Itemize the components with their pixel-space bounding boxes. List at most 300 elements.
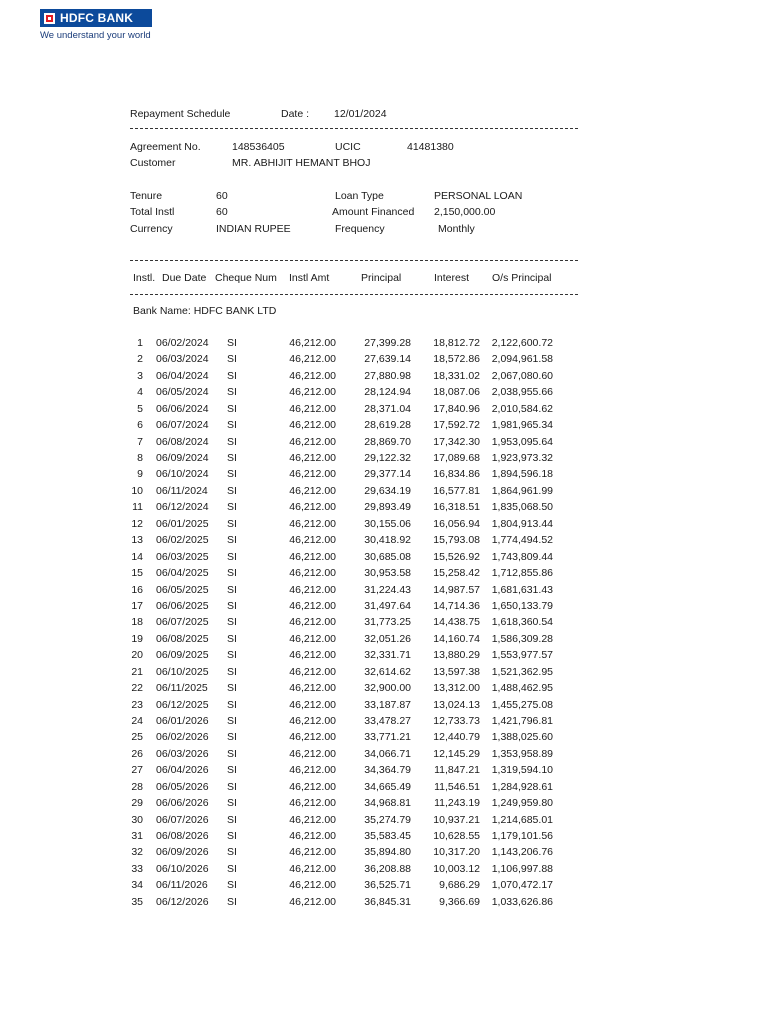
logo-text: HDFC BANK — [60, 11, 134, 25]
cell-os-principal: 1,106,997.88 — [491, 862, 553, 875]
cell-due-date: 06/04/2024 — [156, 369, 209, 382]
cell-instl-amt: 46,212.00 — [289, 895, 336, 908]
cell-cheque-num: SI — [227, 337, 237, 349]
cell-principal: 34,364.79 — [364, 764, 411, 777]
cell-principal: 36,208.88 — [364, 862, 411, 875]
amount-financed-value: 2,150,000.00 — [434, 206, 496, 218]
cell-interest: 12,145.29 — [433, 747, 480, 760]
cell-interest: 17,840.96 — [433, 402, 480, 415]
cell-os-principal: 1,214,685.01 — [491, 813, 553, 826]
cell-os-principal: 2,094,961.58 — [491, 353, 553, 366]
table-row — [0, 764, 768, 780]
cell-instl: 5 — [137, 402, 143, 415]
cell-instl: 32 — [131, 846, 143, 859]
divider — [130, 128, 578, 129]
cell-principal: 35,274.79 — [364, 813, 411, 826]
cell-os-principal: 1,953,095.64 — [491, 435, 553, 448]
cell-due-date: 06/09/2026 — [156, 846, 209, 859]
cell-instl: 6 — [137, 419, 143, 432]
total-instl-label: Total Instl — [130, 206, 175, 218]
cell-instl-amt: 46,212.00 — [289, 780, 336, 793]
table-row — [0, 501, 768, 517]
cell-cheque-num: SI — [227, 665, 237, 678]
cell-instl-amt: 46,212.00 — [289, 468, 336, 481]
table-row — [0, 468, 768, 484]
cell-instl: 7 — [137, 435, 143, 448]
cell-due-date: 06/03/2024 — [156, 353, 209, 366]
cell-due-date: 06/02/2025 — [156, 534, 209, 547]
cell-interest: 12,733.73 — [433, 714, 480, 727]
cell-interest: 10,937.21 — [433, 813, 480, 826]
cell-principal: 34,665.49 — [364, 780, 411, 793]
cell-due-date: 06/06/2026 — [156, 797, 209, 809]
cell-instl-amt: 46,212.00 — [289, 649, 336, 662]
cell-os-principal: 1,455,275.08 — [491, 698, 553, 711]
cell-interest: 15,526.92 — [433, 550, 480, 563]
cell-instl: 21 — [131, 665, 143, 678]
cell-instl-amt: 46,212.00 — [289, 862, 336, 875]
cell-interest: 10,628.55 — [433, 829, 480, 842]
table-row — [0, 649, 768, 665]
cell-instl-amt: 46,212.00 — [289, 402, 336, 415]
cell-cheque-num: SI — [227, 468, 237, 481]
cell-cheque-num: SI — [227, 484, 237, 497]
table-row — [0, 551, 768, 567]
cell-due-date: 06/11/2024 — [156, 484, 208, 497]
cell-os-principal: 1,981,965.34 — [491, 419, 553, 432]
cell-interest: 13,880.29 — [433, 649, 480, 662]
cell-due-date: 06/05/2026 — [156, 780, 209, 793]
cell-instl: 28 — [131, 780, 143, 793]
cell-os-principal: 1,284,928.61 — [491, 780, 553, 793]
cell-instl: 35 — [131, 895, 143, 908]
cell-interest: 13,024.13 — [433, 698, 480, 711]
table-row — [0, 370, 768, 386]
cell-principal: 32,331.71 — [364, 649, 411, 662]
cell-instl: 17 — [131, 599, 143, 612]
cell-interest: 16,834.86 — [433, 468, 480, 481]
cell-cheque-num: SI — [227, 632, 237, 645]
divider — [130, 294, 578, 295]
table-row — [0, 863, 768, 879]
cell-instl-amt: 46,212.00 — [289, 714, 336, 727]
cell-interest: 17,342.30 — [433, 435, 480, 448]
cell-due-date: 06/01/2026 — [156, 714, 209, 727]
cell-instl: 31 — [131, 829, 143, 842]
cell-instl-amt: 46,212.00 — [289, 484, 336, 497]
cell-instl: 15 — [131, 567, 143, 579]
cell-instl: 9 — [137, 468, 143, 481]
cell-instl: 8 — [137, 452, 143, 464]
frequency-value: Monthly — [438, 223, 475, 235]
cell-principal: 28,124.94 — [364, 386, 411, 399]
cell-instl: 13 — [131, 534, 143, 547]
cell-instl-amt: 46,212.00 — [289, 632, 336, 645]
hdfc-logo — [40, 9, 152, 41]
cell-interest: 13,312.00 — [433, 682, 480, 694]
cell-due-date: 06/07/2025 — [156, 616, 209, 629]
table-row — [0, 715, 768, 731]
cell-instl-amt: 46,212.00 — [289, 567, 336, 579]
cell-os-principal: 1,319,594.10 — [491, 764, 553, 777]
cell-instl-amt: 46,212.00 — [289, 534, 336, 547]
cell-os-principal: 1,070,472.17 — [491, 879, 553, 892]
cell-cheque-num: SI — [227, 550, 237, 563]
cell-instl-amt: 46,212.00 — [289, 599, 336, 612]
cell-principal: 29,122.32 — [364, 452, 411, 464]
cell-interest: 18,087.06 — [433, 386, 480, 399]
tenure-label: Tenure — [130, 190, 163, 202]
cell-cheque-num: SI — [227, 698, 237, 711]
cell-due-date: 06/10/2024 — [156, 468, 209, 481]
cell-instl-amt: 46,212.00 — [289, 386, 336, 399]
cell-instl: 29 — [131, 797, 143, 809]
cell-interest: 18,572.86 — [433, 353, 480, 366]
cell-instl-amt: 46,212.00 — [289, 452, 336, 464]
cell-cheque-num: SI — [227, 862, 237, 875]
currency-value: INDIAN RUPEE — [216, 223, 291, 235]
cell-cheque-num: SI — [227, 452, 237, 464]
cell-due-date: 06/07/2024 — [156, 419, 209, 432]
cell-cheque-num: SI — [227, 616, 237, 629]
cell-due-date: 06/10/2026 — [156, 862, 209, 875]
cell-due-date: 06/10/2025 — [156, 665, 209, 678]
table-row — [0, 699, 768, 715]
bank-name: Bank Name: HDFC BANK LTD — [133, 305, 277, 317]
table-row — [0, 386, 768, 402]
col-principal: Principal — [361, 272, 402, 284]
amount-financed-label: Amount Financed — [332, 206, 415, 218]
date-label: Date : — [281, 108, 310, 120]
cell-cheque-num: SI — [227, 419, 237, 432]
cell-due-date: 06/08/2026 — [156, 829, 209, 842]
tenure-value: 60 — [216, 190, 228, 202]
cell-due-date: 06/02/2026 — [156, 731, 209, 744]
cell-cheque-num: SI — [227, 879, 237, 892]
cell-instl-amt: 46,212.00 — [289, 731, 336, 744]
cell-interest: 16,056.94 — [433, 517, 480, 530]
cell-instl-amt: 46,212.00 — [289, 419, 336, 432]
cell-principal: 34,968.81 — [364, 797, 411, 809]
cell-instl-amt: 46,212.00 — [289, 353, 336, 366]
cell-os-principal: 1,421,796.81 — [491, 714, 553, 727]
cell-interest: 16,577.81 — [433, 484, 480, 497]
cell-principal: 30,953.58 — [364, 567, 411, 579]
cell-instl: 4 — [137, 386, 143, 399]
cell-cheque-num: SI — [227, 846, 237, 859]
cell-principal: 32,051.26 — [364, 632, 411, 645]
cell-interest: 18,812.72 — [433, 337, 480, 349]
cell-os-principal: 1,553,977.57 — [491, 649, 553, 662]
table-row — [0, 353, 768, 369]
cell-due-date: 06/04/2025 — [156, 567, 209, 579]
cell-instl-amt: 46,212.00 — [289, 517, 336, 530]
cell-os-principal: 1,923,973.32 — [491, 452, 553, 464]
cell-instl: 19 — [131, 632, 143, 645]
loan-type-label: Loan Type — [335, 190, 384, 202]
cell-interest: 15,258.42 — [433, 567, 480, 579]
cell-os-principal: 1,894,596.18 — [491, 468, 553, 481]
cell-principal: 32,900.00 — [364, 682, 411, 694]
divider — [130, 260, 578, 261]
cell-instl: 12 — [131, 517, 143, 530]
table-row — [0, 830, 768, 846]
currency-label: Currency — [130, 223, 173, 235]
cell-instl: 23 — [131, 698, 143, 711]
cell-os-principal: 1,586,309.28 — [491, 632, 553, 645]
col-os-principal: O/s Principal — [492, 272, 552, 284]
cell-os-principal: 1,143,206.76 — [491, 846, 553, 859]
cell-os-principal: 2,067,080.60 — [491, 369, 553, 382]
cell-os-principal: 1,388,025.60 — [491, 731, 553, 744]
cell-interest: 14,160.74 — [433, 632, 480, 645]
table-row — [0, 567, 768, 583]
cell-instl-amt: 46,212.00 — [289, 583, 336, 596]
cell-os-principal: 2,038,955.66 — [491, 386, 553, 399]
cell-cheque-num: SI — [227, 599, 237, 612]
cell-cheque-num: SI — [227, 649, 237, 662]
table-row — [0, 748, 768, 764]
cell-instl: 27 — [131, 764, 143, 777]
cell-os-principal: 2,010,584.62 — [491, 402, 553, 415]
table-row — [0, 666, 768, 682]
customer-value: MR. ABHIJIT HEMANT BHOJ — [232, 157, 371, 169]
loan-type-value: PERSONAL LOAN — [434, 190, 523, 202]
cell-due-date: 06/08/2025 — [156, 632, 209, 645]
cell-cheque-num: SI — [227, 517, 237, 530]
cell-principal: 34,066.71 — [364, 747, 411, 760]
table-row — [0, 485, 768, 501]
cell-due-date: 06/11/2026 — [156, 879, 208, 892]
cell-cheque-num: SI — [227, 369, 237, 382]
cell-principal: 33,187.87 — [364, 698, 411, 711]
cell-instl: 18 — [131, 616, 143, 629]
frequency-label: Frequency — [335, 223, 385, 235]
cell-interest: 16,318.51 — [433, 501, 480, 514]
date-value: 12/01/2024 — [334, 108, 387, 120]
cell-principal: 33,478.27 — [364, 714, 411, 727]
col-instl-amt: Instl Amt — [289, 272, 330, 284]
cell-interest: 11,243.19 — [434, 797, 480, 809]
cell-os-principal: 1,864,961.99 — [491, 484, 553, 497]
table-row — [0, 731, 768, 747]
cell-interest: 11,847.21 — [434, 764, 480, 777]
cell-interest: 10,003.12 — [433, 862, 480, 875]
cell-cheque-num: SI — [227, 764, 237, 777]
cell-instl-amt: 46,212.00 — [289, 747, 336, 760]
cell-due-date: 06/03/2026 — [156, 747, 209, 760]
cell-instl-amt: 46,212.00 — [289, 665, 336, 678]
col-cheque-num: Cheque Num — [215, 272, 277, 284]
cell-instl: 3 — [137, 369, 143, 382]
table-row — [0, 781, 768, 797]
table-row — [0, 682, 768, 698]
cell-due-date: 06/02/2024 — [156, 337, 209, 349]
cell-interest: 9,686.29 — [439, 879, 480, 892]
cell-instl-amt: 46,212.00 — [289, 616, 336, 629]
cell-instl-amt: 46,212.00 — [289, 369, 336, 382]
cell-principal: 30,418.92 — [364, 534, 411, 547]
cell-cheque-num: SI — [227, 895, 237, 908]
table-row — [0, 518, 768, 534]
cell-principal: 36,525.71 — [364, 879, 411, 892]
table-row — [0, 436, 768, 452]
cell-os-principal: 1,743,809.44 — [491, 550, 553, 563]
cell-interest: 10,317.20 — [433, 846, 480, 859]
cell-cheque-num: SI — [227, 813, 237, 826]
cell-os-principal: 1,804,913.44 — [491, 517, 553, 530]
cell-instl: 20 — [131, 649, 143, 662]
cell-instl: 10 — [131, 484, 143, 497]
cell-interest: 9,366.69 — [439, 895, 480, 908]
cell-principal: 35,583.45 — [364, 829, 411, 842]
customer-label: Customer — [130, 157, 176, 169]
cell-due-date: 06/04/2026 — [156, 764, 209, 777]
cell-instl: 34 — [131, 879, 143, 892]
hdfc-mark-icon — [44, 13, 55, 24]
cell-instl: 1 — [137, 337, 143, 349]
cell-instl: 25 — [131, 731, 143, 744]
table-row — [0, 419, 768, 435]
cell-instl-amt: 46,212.00 — [289, 797, 336, 809]
cell-due-date: 06/01/2025 — [156, 517, 209, 530]
cell-os-principal: 1,835,068.50 — [491, 501, 553, 514]
table-row — [0, 452, 768, 468]
cell-cheque-num: SI — [227, 682, 237, 694]
cell-os-principal: 1,249,959.80 — [491, 797, 553, 809]
cell-cheque-num: SI — [227, 747, 237, 760]
cell-instl: 16 — [131, 583, 143, 596]
cell-cheque-num: SI — [227, 402, 237, 415]
cell-due-date: 06/06/2025 — [156, 599, 209, 612]
cell-interest: 14,438.75 — [433, 616, 480, 629]
cell-cheque-num: SI — [227, 731, 237, 744]
cell-principal: 28,869.70 — [364, 435, 411, 448]
cell-interest: 14,714.36 — [433, 599, 480, 612]
table-row — [0, 616, 768, 632]
cell-principal: 30,155.06 — [364, 517, 411, 530]
cell-cheque-num: SI — [227, 534, 237, 547]
table-row — [0, 403, 768, 419]
cell-os-principal: 1,488,462.95 — [491, 682, 553, 694]
cell-interest: 15,793.08 — [433, 534, 480, 547]
tagline: We understand your world — [40, 30, 151, 41]
table-row — [0, 846, 768, 862]
cell-instl-amt: 46,212.00 — [289, 337, 336, 349]
col-interest: Interest — [434, 272, 470, 284]
cell-cheque-num: SI — [227, 797, 237, 809]
cell-os-principal: 1,521,362.95 — [491, 665, 553, 678]
cell-principal: 31,497.64 — [364, 599, 411, 612]
cell-cheque-num: SI — [227, 501, 237, 514]
cell-instl-amt: 46,212.00 — [289, 435, 336, 448]
agreement-value: 148536405 — [232, 141, 285, 153]
cell-instl-amt: 46,212.00 — [289, 550, 336, 563]
cell-os-principal: 1,353,958.89 — [491, 747, 553, 760]
table-row — [0, 633, 768, 649]
table-row — [0, 814, 768, 830]
table-row — [0, 337, 768, 353]
cell-principal: 28,371.04 — [364, 402, 411, 415]
cell-due-date: 06/03/2025 — [156, 550, 209, 563]
cell-instl: 33 — [131, 862, 143, 875]
cell-instl: 2 — [137, 353, 143, 366]
ucic-label: UCIC — [335, 141, 361, 153]
cell-interest: 17,592.72 — [433, 419, 480, 432]
cell-interest: 12,440.79 — [433, 731, 480, 744]
cell-instl: 11 — [132, 501, 143, 514]
cell-instl-amt: 46,212.00 — [289, 764, 336, 777]
cell-cheque-num: SI — [227, 780, 237, 793]
cell-cheque-num: SI — [227, 386, 237, 399]
cell-due-date: 06/12/2024 — [156, 501, 209, 514]
cell-due-date: 06/05/2025 — [156, 583, 209, 596]
cell-os-principal: 1,650,133.79 — [491, 599, 553, 612]
cell-principal: 32,614.62 — [364, 665, 411, 678]
cell-interest: 11,546.51 — [434, 780, 480, 793]
cell-due-date: 06/12/2026 — [156, 895, 209, 908]
cell-principal: 29,634.19 — [364, 484, 411, 497]
cell-interest: 14,987.57 — [433, 583, 480, 596]
cell-instl: 26 — [131, 747, 143, 760]
cell-principal: 35,894.80 — [364, 846, 411, 859]
cell-os-principal: 2,122,600.72 — [491, 337, 553, 349]
table-row — [0, 534, 768, 550]
cell-interest: 17,089.68 — [433, 452, 480, 464]
cell-due-date: 06/09/2025 — [156, 649, 209, 662]
cell-instl-amt: 46,212.00 — [289, 501, 336, 514]
cell-instl: 30 — [131, 813, 143, 826]
cell-os-principal: 1,774,494.52 — [491, 534, 553, 547]
cell-cheque-num: SI — [227, 567, 237, 579]
cell-cheque-num: SI — [227, 353, 237, 366]
cell-instl-amt: 46,212.00 — [289, 829, 336, 842]
cell-principal: 36,845.31 — [364, 895, 411, 908]
cell-os-principal: 1,033,626.86 — [491, 895, 553, 908]
table-row — [0, 797, 768, 813]
page-title: Repayment Schedule — [130, 108, 231, 120]
cell-instl: 14 — [131, 550, 143, 563]
table-row — [0, 584, 768, 600]
table-row — [0, 879, 768, 895]
table-row — [0, 896, 768, 912]
ucic-value: 41481380 — [407, 141, 454, 153]
cell-os-principal: 1,618,360.54 — [491, 616, 553, 629]
cell-principal: 29,377.14 — [364, 468, 411, 481]
cell-principal: 31,773.25 — [364, 616, 411, 629]
cell-instl-amt: 46,212.00 — [289, 698, 336, 711]
total-instl-value: 60 — [216, 206, 228, 218]
cell-principal: 29,893.49 — [364, 501, 411, 514]
cell-principal: 27,639.14 — [364, 353, 411, 366]
cell-instl-amt: 46,212.00 — [289, 879, 336, 892]
cell-cheque-num: SI — [227, 829, 237, 842]
cell-cheque-num: SI — [227, 435, 237, 448]
cell-principal: 27,399.28 — [364, 337, 411, 349]
agreement-label: Agreement No. — [130, 141, 201, 153]
col-instl: Instl. — [133, 272, 156, 284]
cell-interest: 18,331.02 — [433, 369, 480, 382]
cell-due-date: 06/06/2024 — [156, 402, 209, 415]
cell-os-principal: 1,681,631.43 — [491, 583, 553, 596]
cell-cheque-num: SI — [227, 583, 237, 596]
cell-due-date: 06/11/2025 — [156, 682, 208, 694]
cell-interest: 13,597.38 — [433, 665, 480, 678]
cell-cheque-num: SI — [227, 714, 237, 727]
cell-principal: 31,224.43 — [364, 583, 411, 596]
cell-principal: 33,771.21 — [364, 731, 411, 744]
col-due-date: Due Date — [162, 272, 207, 284]
